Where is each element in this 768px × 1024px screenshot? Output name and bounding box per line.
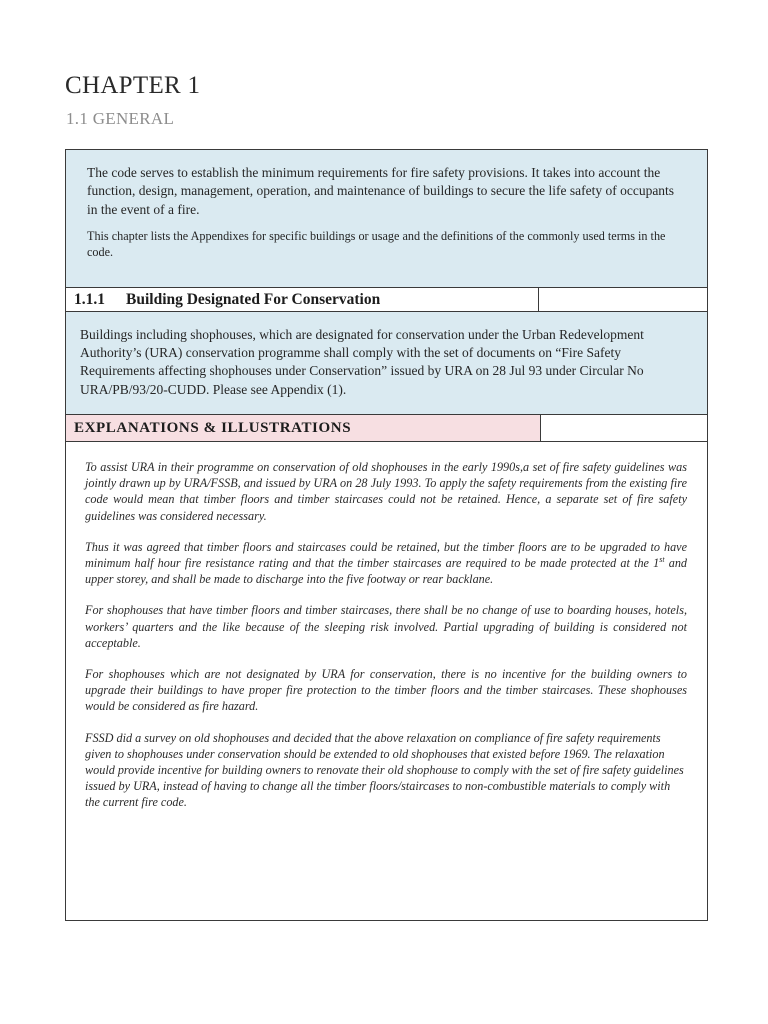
intro-box	[66, 150, 707, 288]
section-title: 1.1 GENERAL	[66, 109, 175, 128]
explanations-heading: EXPLANATIONS & ILLUSTRATIONS	[66, 415, 541, 441]
explanation-paragraph-3: For shophouses that have timber floors and timber staircases, there shall be no change of use to boarding houses, hotels, workers’ quarters and the like because of the sleeping risk involved. Partial upgrading of building is considered not acceptable.	[85, 603, 687, 650]
content-frame	[65, 149, 708, 921]
subsection-heading	[66, 288, 539, 311]
intro-paragraph: The code serves to establish the minimum requirements for fire safety provisions. It takes into account the function, design, management, operation, and maintenance of buildings to secure the life safety of occupants in the event of a fire.	[87, 165, 675, 217]
explanation-paragraph-4: For shophouses which are not designated by URA for conservation, there is no incentive for the building owners to upgrade their buildings to have proper fire protection to the timber floors and the timber staircases. These shophouses would be considered as fire hazard.	[85, 667, 687, 714]
chapter-title: CHAPTER 1	[65, 72, 201, 99]
explanations-header-row	[66, 415, 707, 442]
intro-note: This chapter lists the Appendixes for specific buildings or usage and the definitions of the commonly used terms in the code.	[87, 228, 666, 260]
subsection-title: Building Designated For Conservation	[126, 291, 381, 308]
explanation-paragraph-5: FSSD did a survey on old shophouses and decided that the above relaxation on compliance of fire safety requirements given to shophouses under conservation should be extended to old shophouses that existed before 1969. The relaxation would provide incentive for building owners to renovate their old shophouse to comply with the set of fire safety guidelines issued by URA, instead of having to change all the timber floors/staircases to non-combustible materials to comply with the current fire code.	[85, 730, 684, 810]
ordinal-suffix: st	[659, 554, 665, 564]
explanation-paragraph-2-end: and upper storey, and shall be made to discharge into the five footway or rear backlane.	[85, 556, 688, 587]
explanation-paragraph-2	[85, 539, 687, 588]
explanation-paragraph-2-start: Thus it was agreed that timber floors and staircases could be retained, but the timber floors are to be upgraded to have minimum half hour fire resistance rating and that the timber staircases are required to be made protected at the 1	[85, 539, 687, 571]
explanation-paragraph-1: To assist URA in their programme on conservation of old shophouses in the early 1990s,a set of fire safety guidelines was jointly drawn up by URA/FSSB, and issued by URA on 28 July 1993. To apply the safety requirements from the existing fire code would mean that timber floors and timber staircases could not be retained. Hence, a separate set of fire safety guidelines was considered necessary.	[85, 460, 687, 523]
subsection-header-row	[66, 288, 707, 312]
subsection-body: Buildings including shophouses, which are designated for conservation under the Urban Redevelopment Authority’s (URA) conservation programme shall comply with the set of documents on “Fire Safety Requirements affecting shophouses under Conservation” issued by URA on 28 Jul 93 under Circular No URA/PB/93/20-CUDD. Please see Appendix (1).	[66, 312, 707, 415]
subsection-number: 1.1.1	[74, 291, 105, 308]
explanations-body	[66, 459, 707, 826]
